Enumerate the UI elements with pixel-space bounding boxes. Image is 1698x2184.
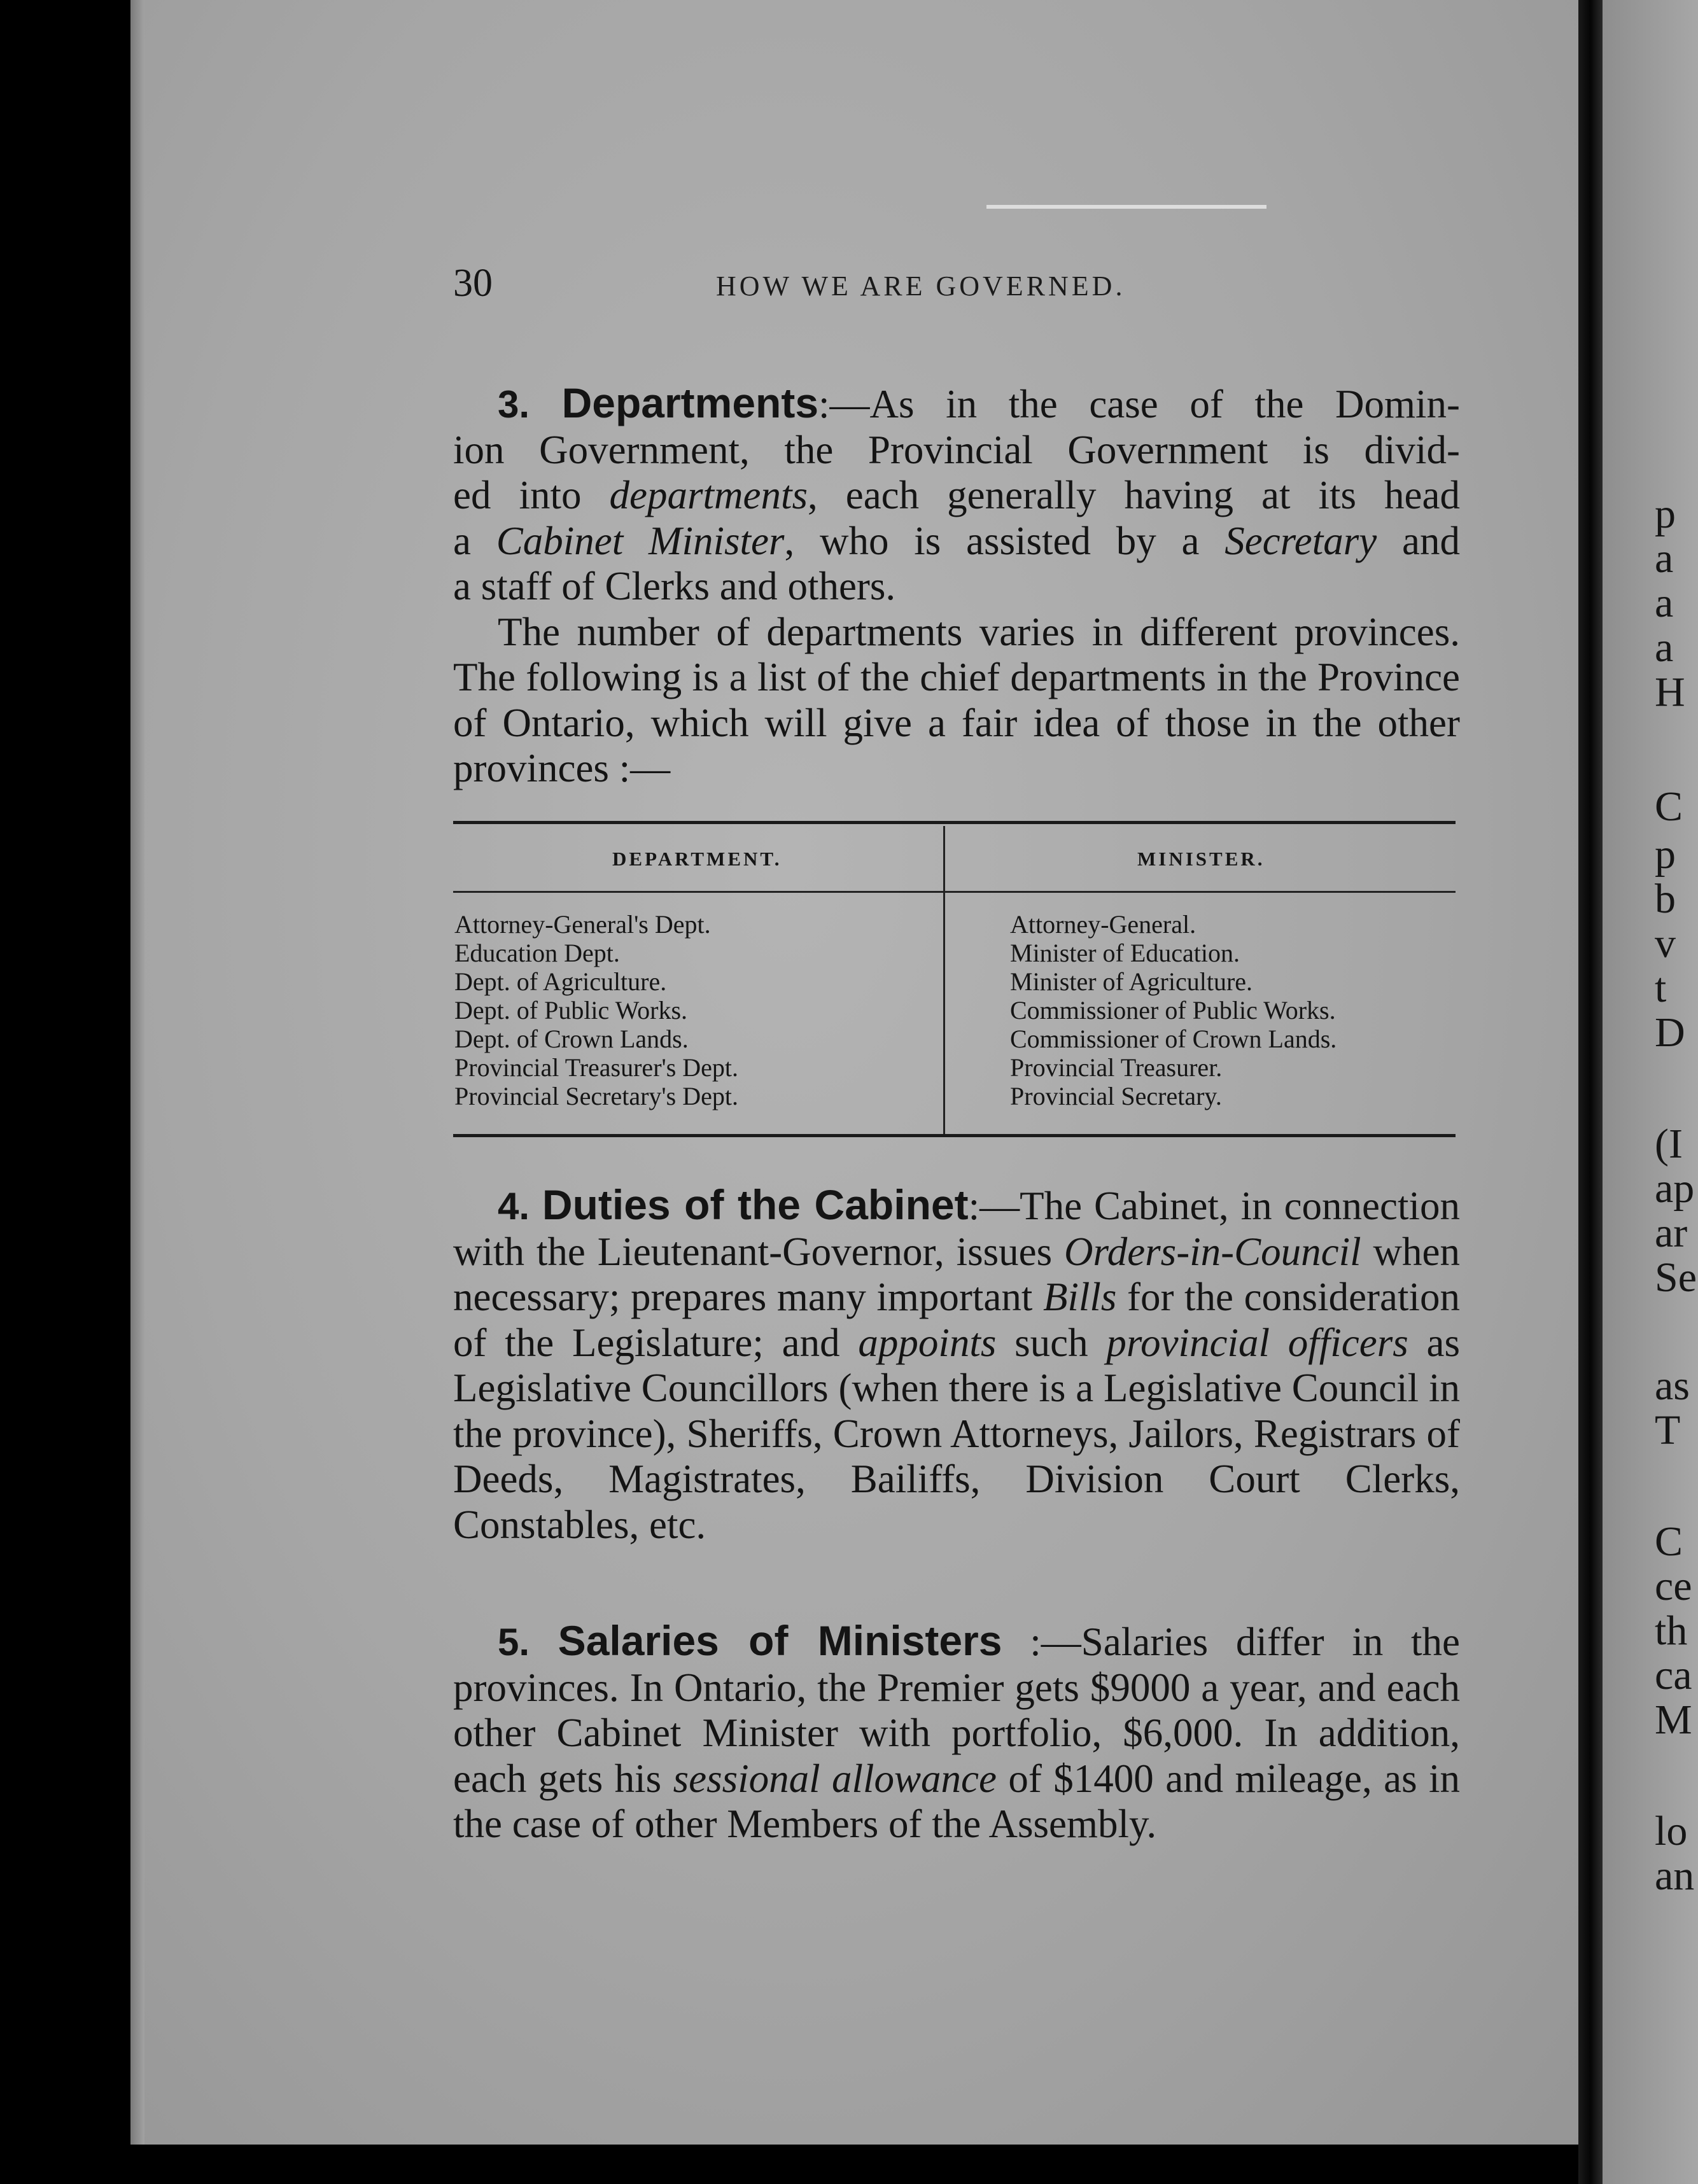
- header-minister: MINISTER.: [1137, 848, 1265, 870]
- facing-page-fragment: t: [1655, 965, 1667, 1011]
- facing-page-fragment: C: [1655, 1518, 1683, 1565]
- facing-page-fragment: T: [1655, 1407, 1681, 1453]
- section-3-paragraph-2: The number of departments varies in different provinces. The following is a list of the chief departments in the Province of Ontario, which will give a fair idea of those in the other provinces :—: [453, 609, 1460, 790]
- text-run: a staff of Clerks and others.: [453, 564, 896, 608]
- facing-page-fragment: a: [1655, 535, 1674, 582]
- minister-cell: Minister of Education.: [1010, 939, 1240, 967]
- italic-term: departments: [609, 473, 808, 517]
- facing-page-fragment: D: [1655, 1009, 1685, 1056]
- book-spine: [1578, 0, 1603, 2184]
- minister-cell: Minister of Agriculture.: [1010, 967, 1253, 996]
- department-cell: Dept. of Agriculture.: [454, 967, 667, 996]
- section-4-paragraph: [453, 1182, 1460, 1548]
- section-4-number: 4.: [498, 1185, 542, 1228]
- text-run: and: [1377, 518, 1460, 563]
- text-run: ion Government, the Provincial Government is divid-: [453, 427, 1460, 472]
- facing-page-fragment: v: [1655, 920, 1676, 967]
- minister-cell: Commissioner of Public Works.: [1010, 996, 1336, 1025]
- italic-term: appoints: [858, 1320, 997, 1365]
- table-bottom-rule: [453, 1134, 1456, 1137]
- facing-page-fragment: ce: [1655, 1563, 1692, 1609]
- ornament-rule: [986, 205, 1266, 209]
- facing-page-fragment: C: [1655, 783, 1683, 830]
- table-top-rule: [453, 821, 1456, 824]
- department-cell: Dept. of Public Works.: [454, 996, 688, 1025]
- minister-column: [1010, 910, 1337, 1110]
- minister-cell: Provincial Secretary.: [1010, 1082, 1222, 1110]
- text-run: :—The Cabinet, in connection with the Lieutenant-Governor, issues: [453, 1184, 1460, 1274]
- department-cell: Provincial Treasurer's Dept.: [454, 1053, 739, 1082]
- department-cell: Attorney-General's Dept.: [454, 910, 711, 939]
- text-run: :—As in the case of the Domin-: [818, 382, 1460, 426]
- section-4-heading: Duties of the Cabinet: [542, 1181, 969, 1228]
- text-line: [453, 519, 1460, 564]
- table-header-rule: [453, 891, 1456, 893]
- italic-term: sessional allowance: [673, 1756, 997, 1801]
- minister-cell: Provincial Treasurer.: [1010, 1053, 1223, 1082]
- facing-page-fragment: lo: [1655, 1808, 1688, 1854]
- italic-term: provincial officers: [1106, 1320, 1408, 1365]
- text-run: such: [996, 1320, 1107, 1365]
- section-4: [453, 1182, 1460, 1548]
- text-run: of $1400 and mileage, as in the case of other Members of the Assembly.: [453, 1756, 1461, 1846]
- section-5-heading: Salaries of Ministers: [558, 1617, 1002, 1664]
- facing-page-fragment: ca: [1655, 1652, 1692, 1698]
- text-run: ed into: [453, 473, 610, 517]
- text-run: , each generally having at its head: [807, 473, 1460, 517]
- section-3-paragraph-1: [453, 381, 1460, 610]
- facing-page-fragment: th: [1655, 1607, 1688, 1654]
- facing-page-fragment: ap: [1655, 1165, 1695, 1212]
- department-column: [454, 910, 738, 1110]
- text-run: , who is assisted by a: [784, 518, 1225, 563]
- section-3-number: 3.: [498, 383, 562, 426]
- facing-page-fragment: H: [1655, 669, 1685, 715]
- text-run: as Legislative Councillors (when there is a Legislative Council in the province), Sheriffs, Crown Attorneys, Jailors, Registrars of Deeds, Magistrates, Bailiffs, Division Court Clerks, Constables, etc.: [453, 1320, 1460, 1547]
- page-edge: [130, 0, 144, 2145]
- text-run: when necessary; prepares many important: [453, 1229, 1460, 1319]
- facing-page-fragment: a: [1655, 580, 1674, 626]
- italic-term: Cabinet Minister: [496, 518, 785, 563]
- italic-term: Orders-in-Council: [1064, 1229, 1361, 1274]
- facing-page-fragment: b: [1655, 876, 1676, 922]
- facing-page-fragment: M: [1655, 1697, 1692, 1743]
- section-5-number: 5.: [498, 1621, 558, 1663]
- section-5-paragraph: [453, 1618, 1460, 1847]
- text-run: :—Salaries differ in the provinces. In Ontario, the Premier gets $9000 a year, and each other Cabinet Minister with portfolio, $6,000. In addition, each gets his: [453, 1620, 1461, 1801]
- facing-page-fragment: (I: [1655, 1121, 1683, 1167]
- text-run: a: [453, 518, 496, 563]
- text-line: [453, 564, 1460, 610]
- text-line: [453, 381, 1460, 428]
- department-cell: Education Dept.: [454, 939, 620, 967]
- facing-page-fragment: p: [1655, 831, 1676, 878]
- section-5: [453, 1618, 1460, 1847]
- section-3: [453, 381, 1460, 792]
- facing-page-fragment: an: [1655, 1852, 1695, 1899]
- minister-cell: Attorney-General.: [1010, 910, 1196, 939]
- text-run: for the consideration of the Legislature; and: [453, 1275, 1460, 1365]
- text-line: [453, 428, 1460, 473]
- running-head-title: HOW WE ARE GOVERNED.: [716, 270, 1126, 302]
- facing-page-fragment: a: [1655, 624, 1674, 671]
- departments-table: [453, 821, 1456, 1140]
- minister-cell: Commissioner of Crown Lands.: [1010, 1025, 1337, 1053]
- facing-page-fragment: ar: [1655, 1210, 1688, 1256]
- italic-term: Secretary: [1224, 518, 1377, 563]
- section-3-heading: Departments: [561, 379, 819, 426]
- department-cell: Provincial Secretary's Dept.: [454, 1082, 738, 1110]
- facing-page-fragment: p: [1655, 491, 1676, 537]
- facing-page-fragment: as: [1655, 1362, 1690, 1409]
- italic-term: Bills: [1042, 1275, 1117, 1319]
- text-line: [453, 473, 1460, 519]
- table-column-divider: [943, 826, 945, 1137]
- header-department: DEPARTMENT.: [612, 848, 782, 870]
- department-cell: Dept. of Crown Lands.: [454, 1025, 689, 1053]
- facing-page-fragment: Se: [1655, 1254, 1697, 1301]
- page-number: 30: [453, 262, 493, 305]
